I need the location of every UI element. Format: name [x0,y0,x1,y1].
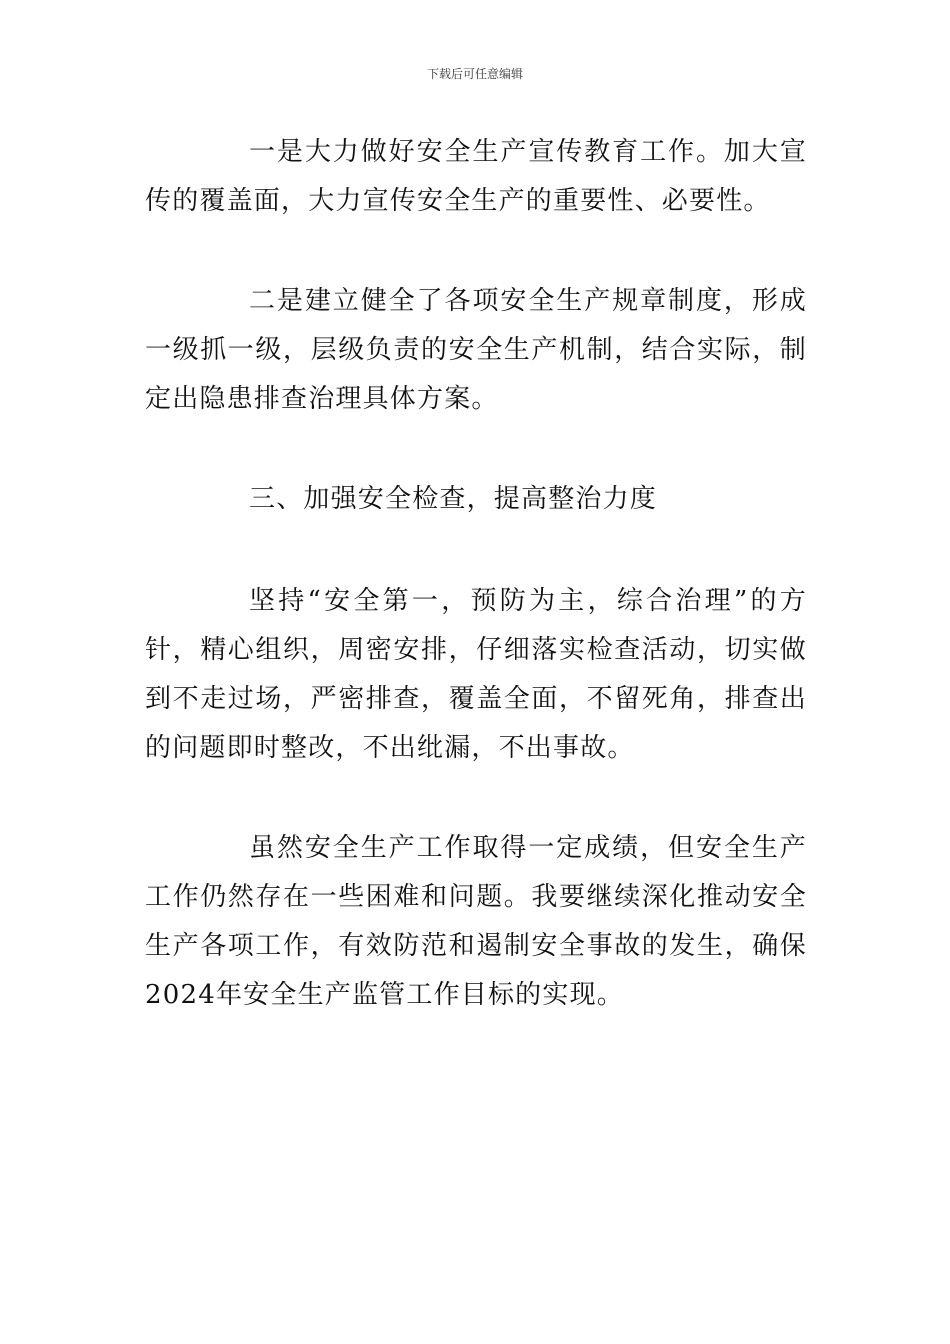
document-body [145,128,807,1071]
paragraph-conclusion: 虽然安全生产工作取得一定成绩，但安全生产工作仍然存在一些困难和问题。我要继续深化推动安全生产各项工作，有效防范和遏制安全事故的发生，确保2024年安全生产监管工作目标的实现。 [145,833,807,1010]
section-heading-safety-inspection: 三、加强安全检查，提高整治力度 [249,484,658,514]
page-header-note: 下载后可任意编辑 [426,67,523,81]
paragraph-safety-regulations: 二是建立健全了各项安全生产规章制度，形成一级抓一级，层级负责的安全生产机制，结合实际，制定出隐患排查治理具体方案。 [145,286,807,414]
paragraph-publicity-education: 一是大力做好安全生产宣传教育工作。加大宣传的覆盖面，大力宣传安全生产的重要性、必要性。 [145,137,807,216]
paragraph-inspection-policy: 坚持“安全第一，预防为主，综合治理”的方针，精心组织，周密安排，仔细落实检查活动，切实做到不走过场，严密排查，覆盖全面，不留死角，排查出的问题即时整改，不出纰漏，不出事故。 [145,586,807,763]
